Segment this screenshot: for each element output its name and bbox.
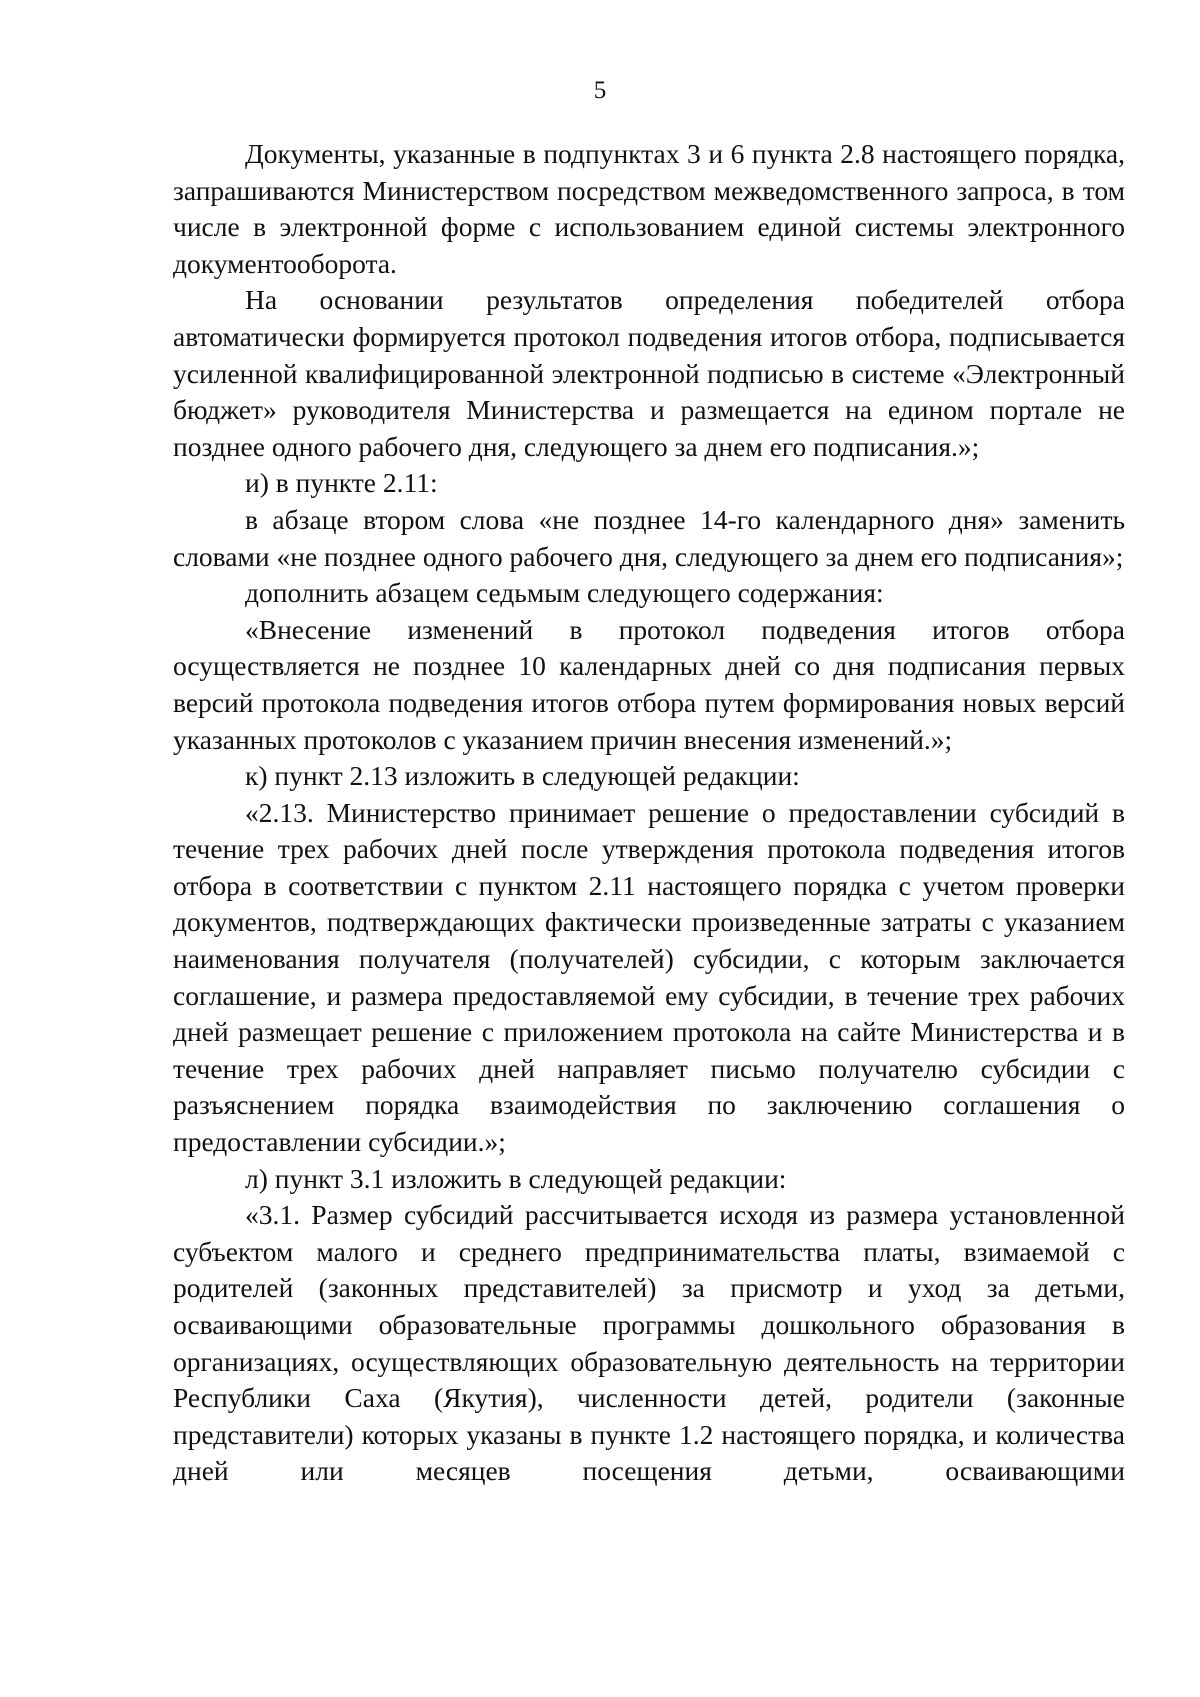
page-number: 5 [593, 77, 607, 104]
paragraph-protocol-formation: На основании результатов определения победителей отбора автоматически формируется протокол подведения итогов отбора, подписывается усиленной квалифицированной электронной подписью в системе «Электронный бюджет» руководителя Министерства и размещается на едином портале не позднее одного рабочего дня, следующего за днем его подписания.»; [173, 284, 1125, 462]
paragraph-protocol-changes: «Внесение изменений в протокол подведения итогов отбора осуществляется не позднее 10 календарных дней со дня подписания первых версий протокола подведения итогов отбора путем формирования новых версий указанных протоколов с указанием причин внесения изменений.»; [173, 613, 1125, 755]
paragraph-item-l: л) пункт 3.1 изложить в следующей редакции: [245, 1162, 787, 1194]
paragraph-clause-2-13: «2.13. Министерство принимает решение о предоставлении субсидий в течение трех рабочих дней после утверждения протокола подведения итогов отбора в соответствии с пунктом 2.11 настоящего порядка с учетом проверки документов, подтверждающих фактически произведенные затраты с указанием наименования получателя (получателей) субсидии, с которым заключается соглашение, и размера предоставляемой ему субсидии, в течение трех рабочих дней размещает решение с приложением протокола на сайте Министерства и в течение трех рабочих дней направляет письмо получателю субсидии с разъяснением порядка взаимодействия по заключению соглашения о предоставлении субсидии.»; [173, 796, 1125, 1158]
document-body [173, 136, 1125, 1490]
paragraph-item-i: и) в пункте 2.11: [245, 467, 438, 499]
paragraph-documents-request: Документы, указанные в подпунктах 3 и 6 пункта 2.8 настоящего порядка, запрашиваются Министерством посредством межведомственного запроса, в том числе в электронной форме с использованием единой системы электронного документооборота. [173, 138, 1125, 279]
paragraph-item-k: к) пункт 2.13 изложить в следующей редакции: [245, 760, 800, 792]
paragraph-second-abzac-replace: в абзаце втором слова «не позднее 14-го календарного дня» заменить словами «не позднее одного рабочего дня, следующего за днем его подписания»; [173, 503, 1125, 572]
paragraph-clause-3-1: «3.1. Размер субсидий рассчитывается исходя из размера установленной субъектом малого и среднего предпринимательства платы, взимаемой с родителей (законных представителей) за присмотр и уход за детьми, осваивающими образовательные программы дошкольного образования в организациях, осуществляющих образовательную деятельность на территории Республики Саха (Якутия), численности детей, родители (законные представители) которых указаны в пункте 1.2 настоящего порядка, и количества дней или месяцев посещения детьми, осваивающими [173, 1199, 1125, 1487]
paragraph-add-seventh-abzac: дополнить абзацем седьмым следующего содержания: [245, 577, 884, 609]
